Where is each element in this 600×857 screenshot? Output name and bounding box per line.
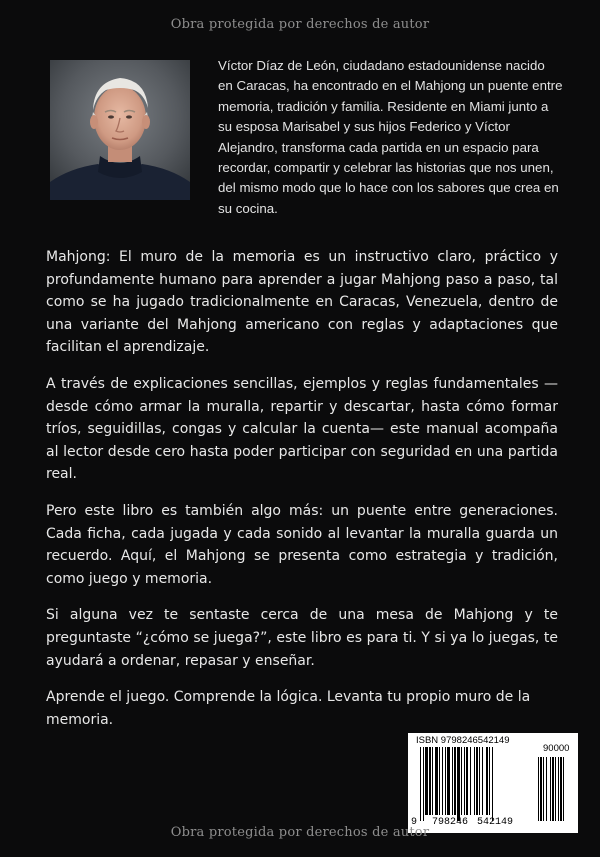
barcode-bar [486, 747, 488, 815]
barcode-bar [552, 757, 554, 821]
description-paragraph-3: Pero este libro es también algo más: un puente entre generaciones. Cada ficha, cada jugada y cada sonido al levantar la muralla guarda un recuerdo. Aquí, el Mahjong se presenta como estrategia y tradición, como juego y memoria. [46, 502, 558, 587]
barcode-bar [543, 757, 544, 821]
barcode-bar [558, 757, 559, 821]
barcode-bar [464, 747, 465, 815]
watermark-top: Obra protegida por derechos de autor [170, 17, 430, 32]
isbn-barcode [408, 733, 578, 833]
barcode-left-digits: 798246 [432, 817, 469, 828]
barcode-bar [550, 757, 551, 821]
barcode-bar [439, 747, 440, 815]
barcode-bar [432, 747, 433, 815]
barcode-bar [563, 757, 564, 821]
barcode-first-digit: 9 [411, 817, 418, 828]
barcode-bar [429, 747, 431, 815]
barcode-bar [479, 747, 480, 815]
book-description [46, 246, 558, 745]
isbn-label: ISBN 9798246542149 [416, 735, 510, 746]
barcode-bar [461, 747, 462, 815]
barcode-bar [447, 747, 450, 815]
barcode-bar [425, 747, 428, 815]
description-paragraph-2: A través de explicaciones sencillas, ejemplos y reglas fundamentales —desde cómo armar la muralla, repartir y descartar, hasta cómo formar tríos, seguidillas, congas y calcular la cuenta— este manual acompaña al lector desde cero hasta poder participar con seguridad en una partida real. [46, 375, 558, 483]
barcode-bar [454, 747, 456, 815]
barcode-bar [466, 747, 468, 815]
barcode-bar [442, 747, 443, 815]
barcode-bar [482, 747, 483, 815]
barcode-bar [445, 747, 446, 815]
barcode-right-digits: 542149 [477, 817, 514, 828]
barcode-bar [546, 757, 547, 821]
description-paragraph-4: Si alguna vez te sentaste cerca de una mesa de Mahjong y te preguntaste “¿cómo se juega?”, este libro es para ti. Y si ya lo juegas, te ayudará a ordenar, repasar y enseñar. [46, 607, 558, 669]
barcode-bar [540, 757, 542, 821]
barcode-bar [457, 747, 460, 821]
barcode-bar [452, 747, 453, 815]
author-portrait-image [50, 60, 190, 200]
barcode-bar [420, 747, 421, 821]
barcode-addon-number: 90000 [543, 743, 570, 754]
description-paragraph-1: Mahjong: El muro de la memoria es un instructivo claro, práctico y profundamente humano para aprender a jugar Mahjong paso a paso, tal como se ha jugado tradicionalmente en Caracas, Venezuela, dentro de una variante del Mahjong americano con reglas y adaptaciones que facilitan el aprendizaje. [46, 249, 558, 356]
description-paragraph-5: Aprende el juego. Comprende la lógica. Levanta tu propio muro de la memoria. [46, 689, 531, 728]
watermark-bottom: Obra protegida por derechos de autor [170, 825, 430, 840]
barcode-bar [423, 747, 424, 821]
barcode-bar [538, 757, 539, 821]
barcode-bar [435, 747, 438, 815]
barcode-bar [476, 747, 478, 815]
barcode-bar [560, 757, 562, 821]
barcode-bar [470, 747, 471, 815]
author-bio: Víctor Díaz de León, ciudadano estadounidense nacido en Caracas, ha encontrado en el Mahjong un puente entre memoria, tradición y familia. Residente en Miami junto a su esposa Marisabel y sus hijos Federico y Víctor Alejandro, transforma cada partida en un espacio para recordar, compartir y celebrar las historias que nos unen, del mismo modo que lo hace con los sabores que crea en su cocina. [218, 58, 563, 216]
barcode-bar [492, 747, 493, 821]
barcode-bar [474, 747, 475, 815]
barcode-bar [555, 757, 556, 821]
barcode-bar [489, 747, 490, 815]
author-photo [50, 60, 190, 200]
